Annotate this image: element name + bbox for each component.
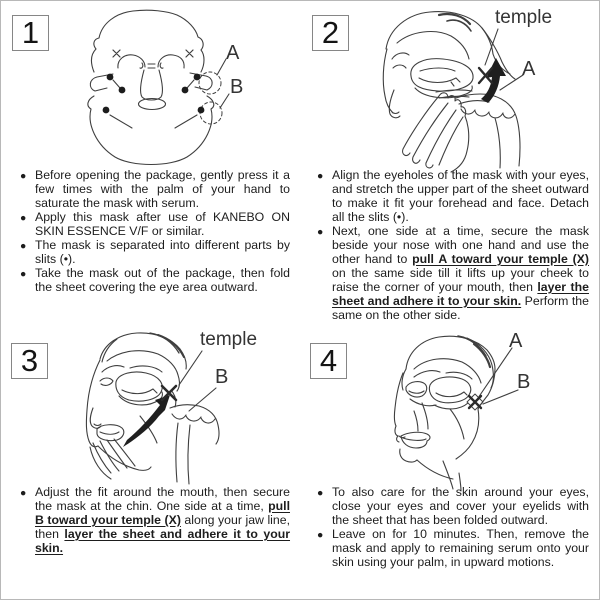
pull-b-toward-temple-illustration: [60, 329, 290, 487]
bullet-marker: ●: [20, 487, 27, 499]
mask-front-diagram: [70, 6, 300, 170]
bullet-text: The mask is separated into different parts by slits (•).: [35, 238, 290, 266]
callout-a-leader-line: [500, 75, 523, 90]
temple-label: temple: [200, 329, 258, 350]
callout-label-b: B: [230, 76, 244, 98]
callout-label-b: B: [517, 371, 531, 393]
bullet-text: Apply this mask after use of KANEBO ON SKIN ESSENCE V/F or similar.: [35, 210, 290, 238]
callout-label-a: A: [509, 330, 523, 352]
bullet-text: To also care for the skin around your eyes, close your eyes and cover your eyelids with the sheet that has been folded outward.: [332, 485, 589, 527]
instruction-bullet-item: [20, 485, 290, 555]
instruction-bullet-item: [317, 485, 589, 527]
step-1-instructions: [20, 168, 290, 294]
bullet-marker: ●: [317, 170, 324, 182]
instruction-bullet-item: [20, 266, 290, 294]
step-4-instructions: [317, 485, 589, 569]
pull-a-toward-temple-illustration: [340, 6, 575, 174]
slit-area-dashed-circle-b: [200, 102, 222, 124]
callout-label-b: B: [215, 366, 229, 388]
instruction-bullet-item: [317, 224, 589, 322]
callout-label-a: A: [226, 42, 240, 64]
callout-a-leader-line: [217, 59, 226, 75]
temple-label: temple: [495, 7, 553, 28]
bullet-marker: ●: [20, 268, 27, 280]
eye-area-care-illustration: [370, 332, 595, 492]
bullet-text: Adjust the fit around the mouth, then secure the mask at the chin. One side at a time, pull B toward your temple (X) along your jaw line, then layer the sheet and adhere it to your skin.: [35, 485, 291, 555]
instruction-bullet-item: [20, 168, 290, 210]
step-1-number-box: [12, 15, 49, 51]
bullet-marker: ●: [20, 170, 27, 182]
bullet-marker: ●: [20, 240, 27, 252]
step-1-number: 1: [21, 15, 40, 50]
step-2-number: 2: [321, 15, 340, 50]
step-4-number: 4: [319, 343, 338, 378]
step-3-number-box: [11, 343, 48, 379]
bullet-text: Leave on for 10 minutes. Then, remove the mask and apply to remaining serum onto your skin using your palm, in upward motions.: [332, 527, 589, 569]
instruction-bullet-item: [317, 168, 589, 224]
bullet-text: Next, one side at a time, secure the mask beside your nose with one hand and use the other hand to pull A toward your temple (X) on the same side till it lifts up your cheek to raise the corner of your mouth, then layer the sheet and adhere it to your skin. Perform the same on the other side.: [332, 224, 590, 322]
bullet-marker: ●: [317, 487, 324, 499]
callout-a-leader-line: [478, 348, 512, 398]
bullet-text: Take the mask out of the package, then fold the sheet covering the eye area outward.: [35, 266, 290, 294]
step-4-number-box: [310, 343, 347, 379]
callout-b-leader-line: [220, 94, 229, 108]
temple-x-mark: [469, 396, 481, 408]
bullet-text: Align the eyeholes of the mask with your eyes, and stretch the upper part of the sheet outward to make it fit your forehead and face. Detach all the slits (•).: [332, 168, 589, 224]
step-2-instructions: [317, 168, 589, 322]
slit-dots: [103, 74, 205, 114]
instruction-bullet-item: [20, 210, 290, 238]
bullet-marker: ●: [20, 212, 27, 224]
bullet-marker: ●: [317, 226, 324, 238]
bullet-marker: ●: [317, 529, 324, 541]
step-3-number: 3: [20, 343, 39, 378]
callout-b-leader-line: [483, 390, 518, 404]
instruction-bullet-item: [20, 238, 290, 266]
step-3-instructions: [20, 485, 290, 555]
instruction-bullet-item: [317, 527, 589, 569]
callout-label-a: A: [522, 58, 536, 80]
bullet-text: Before opening the package, gently press it a few times with the palm of your hand to saturate the mask with serum.: [35, 168, 290, 210]
